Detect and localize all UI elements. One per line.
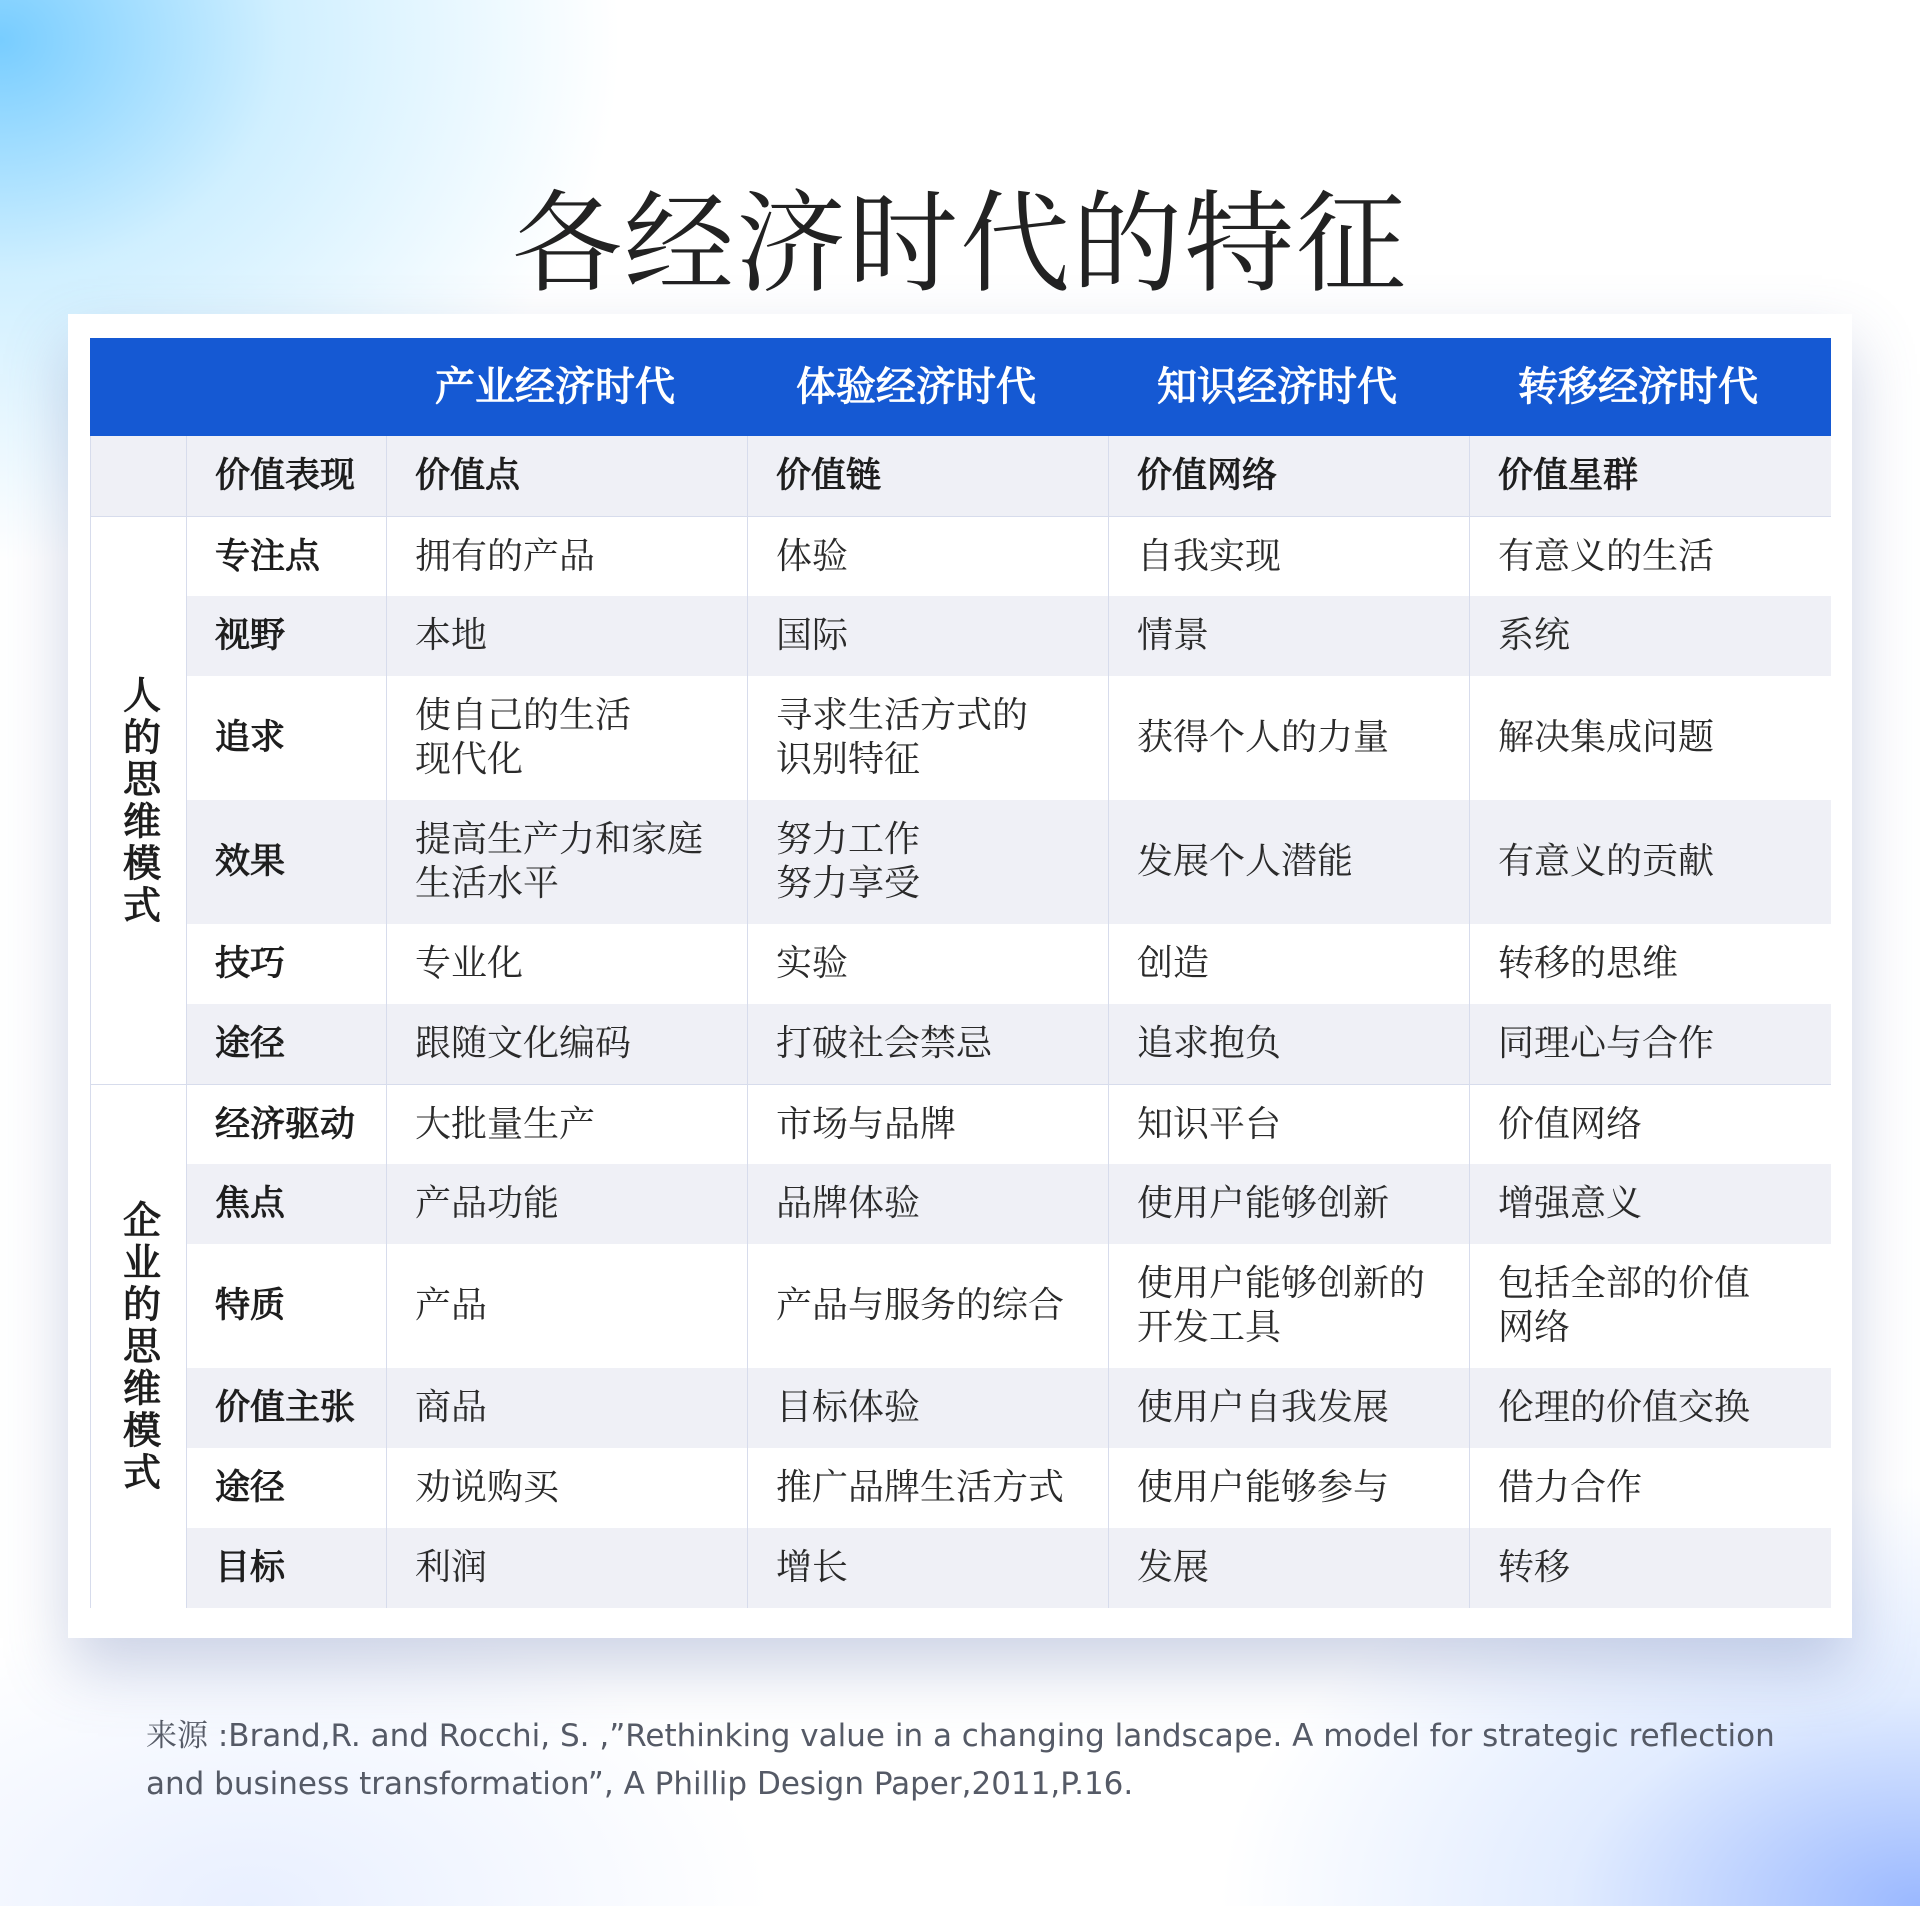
group-label-text: 人的思维模式 xyxy=(116,674,161,927)
table-cell: 寻求生活方式的 识别特征 xyxy=(748,676,1109,800)
table-cell: 发展个人潜能 xyxy=(1109,800,1470,924)
table-cell: 创造 xyxy=(1109,924,1470,1004)
row-label: 目标 xyxy=(187,1528,387,1608)
table-cell: 打破社会禁忌 xyxy=(748,1004,1109,1084)
table-cell: 增强意义 xyxy=(1470,1164,1831,1244)
row-label: 特质 xyxy=(187,1244,387,1368)
table-cell: 知识平台 xyxy=(1109,1084,1470,1164)
table-cell: 转移的思维 xyxy=(1470,924,1831,1004)
table-cell: 劝说购买 xyxy=(387,1448,748,1528)
row-label: 焦点 xyxy=(187,1164,387,1244)
row-label: 专注点 xyxy=(187,516,387,596)
table-cell: 使用户自我发展 xyxy=(1109,1368,1470,1448)
table-cell: 自我实现 xyxy=(1109,516,1470,596)
group-label-human-mindset xyxy=(90,516,187,1084)
table-cell: 目标体验 xyxy=(748,1368,1109,1448)
table-cell: 情景 xyxy=(1109,596,1470,676)
table-cell: 努力工作 努力享受 xyxy=(748,800,1109,924)
table-cell: 增长 xyxy=(748,1528,1109,1608)
table-cell: 产品与服务的综合 xyxy=(748,1244,1109,1368)
row-label: 追求 xyxy=(187,676,387,800)
row-label: 视野 xyxy=(187,596,387,676)
table-cell: 系统 xyxy=(1470,596,1831,676)
subheader-value: 价值网络 xyxy=(1109,436,1470,516)
table-cell: 借力合作 xyxy=(1470,1448,1831,1528)
table-cell: 本地 xyxy=(387,596,748,676)
group-label-enterprise-mindset xyxy=(90,1084,187,1608)
table-cell: 利润 xyxy=(387,1528,748,1608)
table-cell: 获得个人的力量 xyxy=(1109,676,1470,800)
table-cell: 伦理的价值交换 xyxy=(1470,1368,1831,1448)
row-label: 技巧 xyxy=(187,924,387,1004)
table-cell: 包括全部的价值 网络 xyxy=(1470,1244,1831,1368)
table-cell: 使用户能够参与 xyxy=(1109,1448,1470,1528)
table-cell: 追求抱负 xyxy=(1109,1004,1470,1084)
source-citation: 来源 :Brand,R. and Rocchi, S. ,”Rethinking value in a changing landscape. A model for strategic reflection and business transformation”, A Phillip Design Paper,2011,P.16. xyxy=(146,1718,1775,1802)
header-industrial-economy: 产业经济时代 xyxy=(387,338,748,436)
table-cell: 市场与品牌 xyxy=(748,1084,1109,1164)
table-cell: 专业化 xyxy=(387,924,748,1004)
table-cell: 跟随文化编码 xyxy=(387,1004,748,1084)
table-cell: 商品 xyxy=(387,1368,748,1448)
subheader-value: 价值点 xyxy=(387,436,748,516)
table-cell: 大批量生产 xyxy=(387,1084,748,1164)
table-cell: 产品功能 xyxy=(387,1164,748,1244)
table-cell: 有意义的生活 xyxy=(1470,516,1831,596)
subheader-value: 价值链 xyxy=(748,436,1109,516)
table-cell: 拥有的产品 xyxy=(387,516,748,596)
header-corner xyxy=(90,338,387,436)
subheader-blank xyxy=(90,436,187,516)
group-label-text: 企业的思维模式 xyxy=(116,1199,161,1494)
table-cell: 国际 xyxy=(748,596,1109,676)
table-cell: 产品 xyxy=(387,1244,748,1368)
economic-eras-table xyxy=(90,338,1831,1608)
row-label: 经济驱动 xyxy=(187,1084,387,1164)
table-cell: 发展 xyxy=(1109,1528,1470,1608)
page-title: 各经济时代的特征 xyxy=(512,179,1408,308)
row-label: 途径 xyxy=(187,1448,387,1528)
table-cell: 推广品牌生活方式 xyxy=(748,1448,1109,1528)
row-label: 途径 xyxy=(187,1004,387,1084)
subheader-value: 价值星群 xyxy=(1470,436,1831,516)
table-cell: 提高生产力和家庭 生活水平 xyxy=(387,800,748,924)
table-cell: 使用户能够创新的 开发工具 xyxy=(1109,1244,1470,1368)
table-cell: 转移 xyxy=(1470,1528,1831,1608)
row-label: 价值主张 xyxy=(187,1368,387,1448)
table-cell: 品牌体验 xyxy=(748,1164,1109,1244)
table-cell: 体验 xyxy=(748,516,1109,596)
table-cell: 使用户能够创新 xyxy=(1109,1164,1470,1244)
row-label: 效果 xyxy=(187,800,387,924)
table-cell: 同理心与合作 xyxy=(1470,1004,1831,1084)
table-cell: 解决集成问题 xyxy=(1470,676,1831,800)
header-knowledge-economy: 知识经济时代 xyxy=(1109,338,1470,436)
table-cell: 有意义的贡献 xyxy=(1470,800,1831,924)
subheader-label: 价值表现 xyxy=(187,436,387,516)
header-transformation-economy: 转移经济时代 xyxy=(1470,338,1831,436)
header-experience-economy: 体验经济时代 xyxy=(748,338,1109,436)
table-cell: 实验 xyxy=(748,924,1109,1004)
table-cell: 价值网络 xyxy=(1470,1084,1831,1164)
table-cell: 使自己的生活 现代化 xyxy=(387,676,748,800)
